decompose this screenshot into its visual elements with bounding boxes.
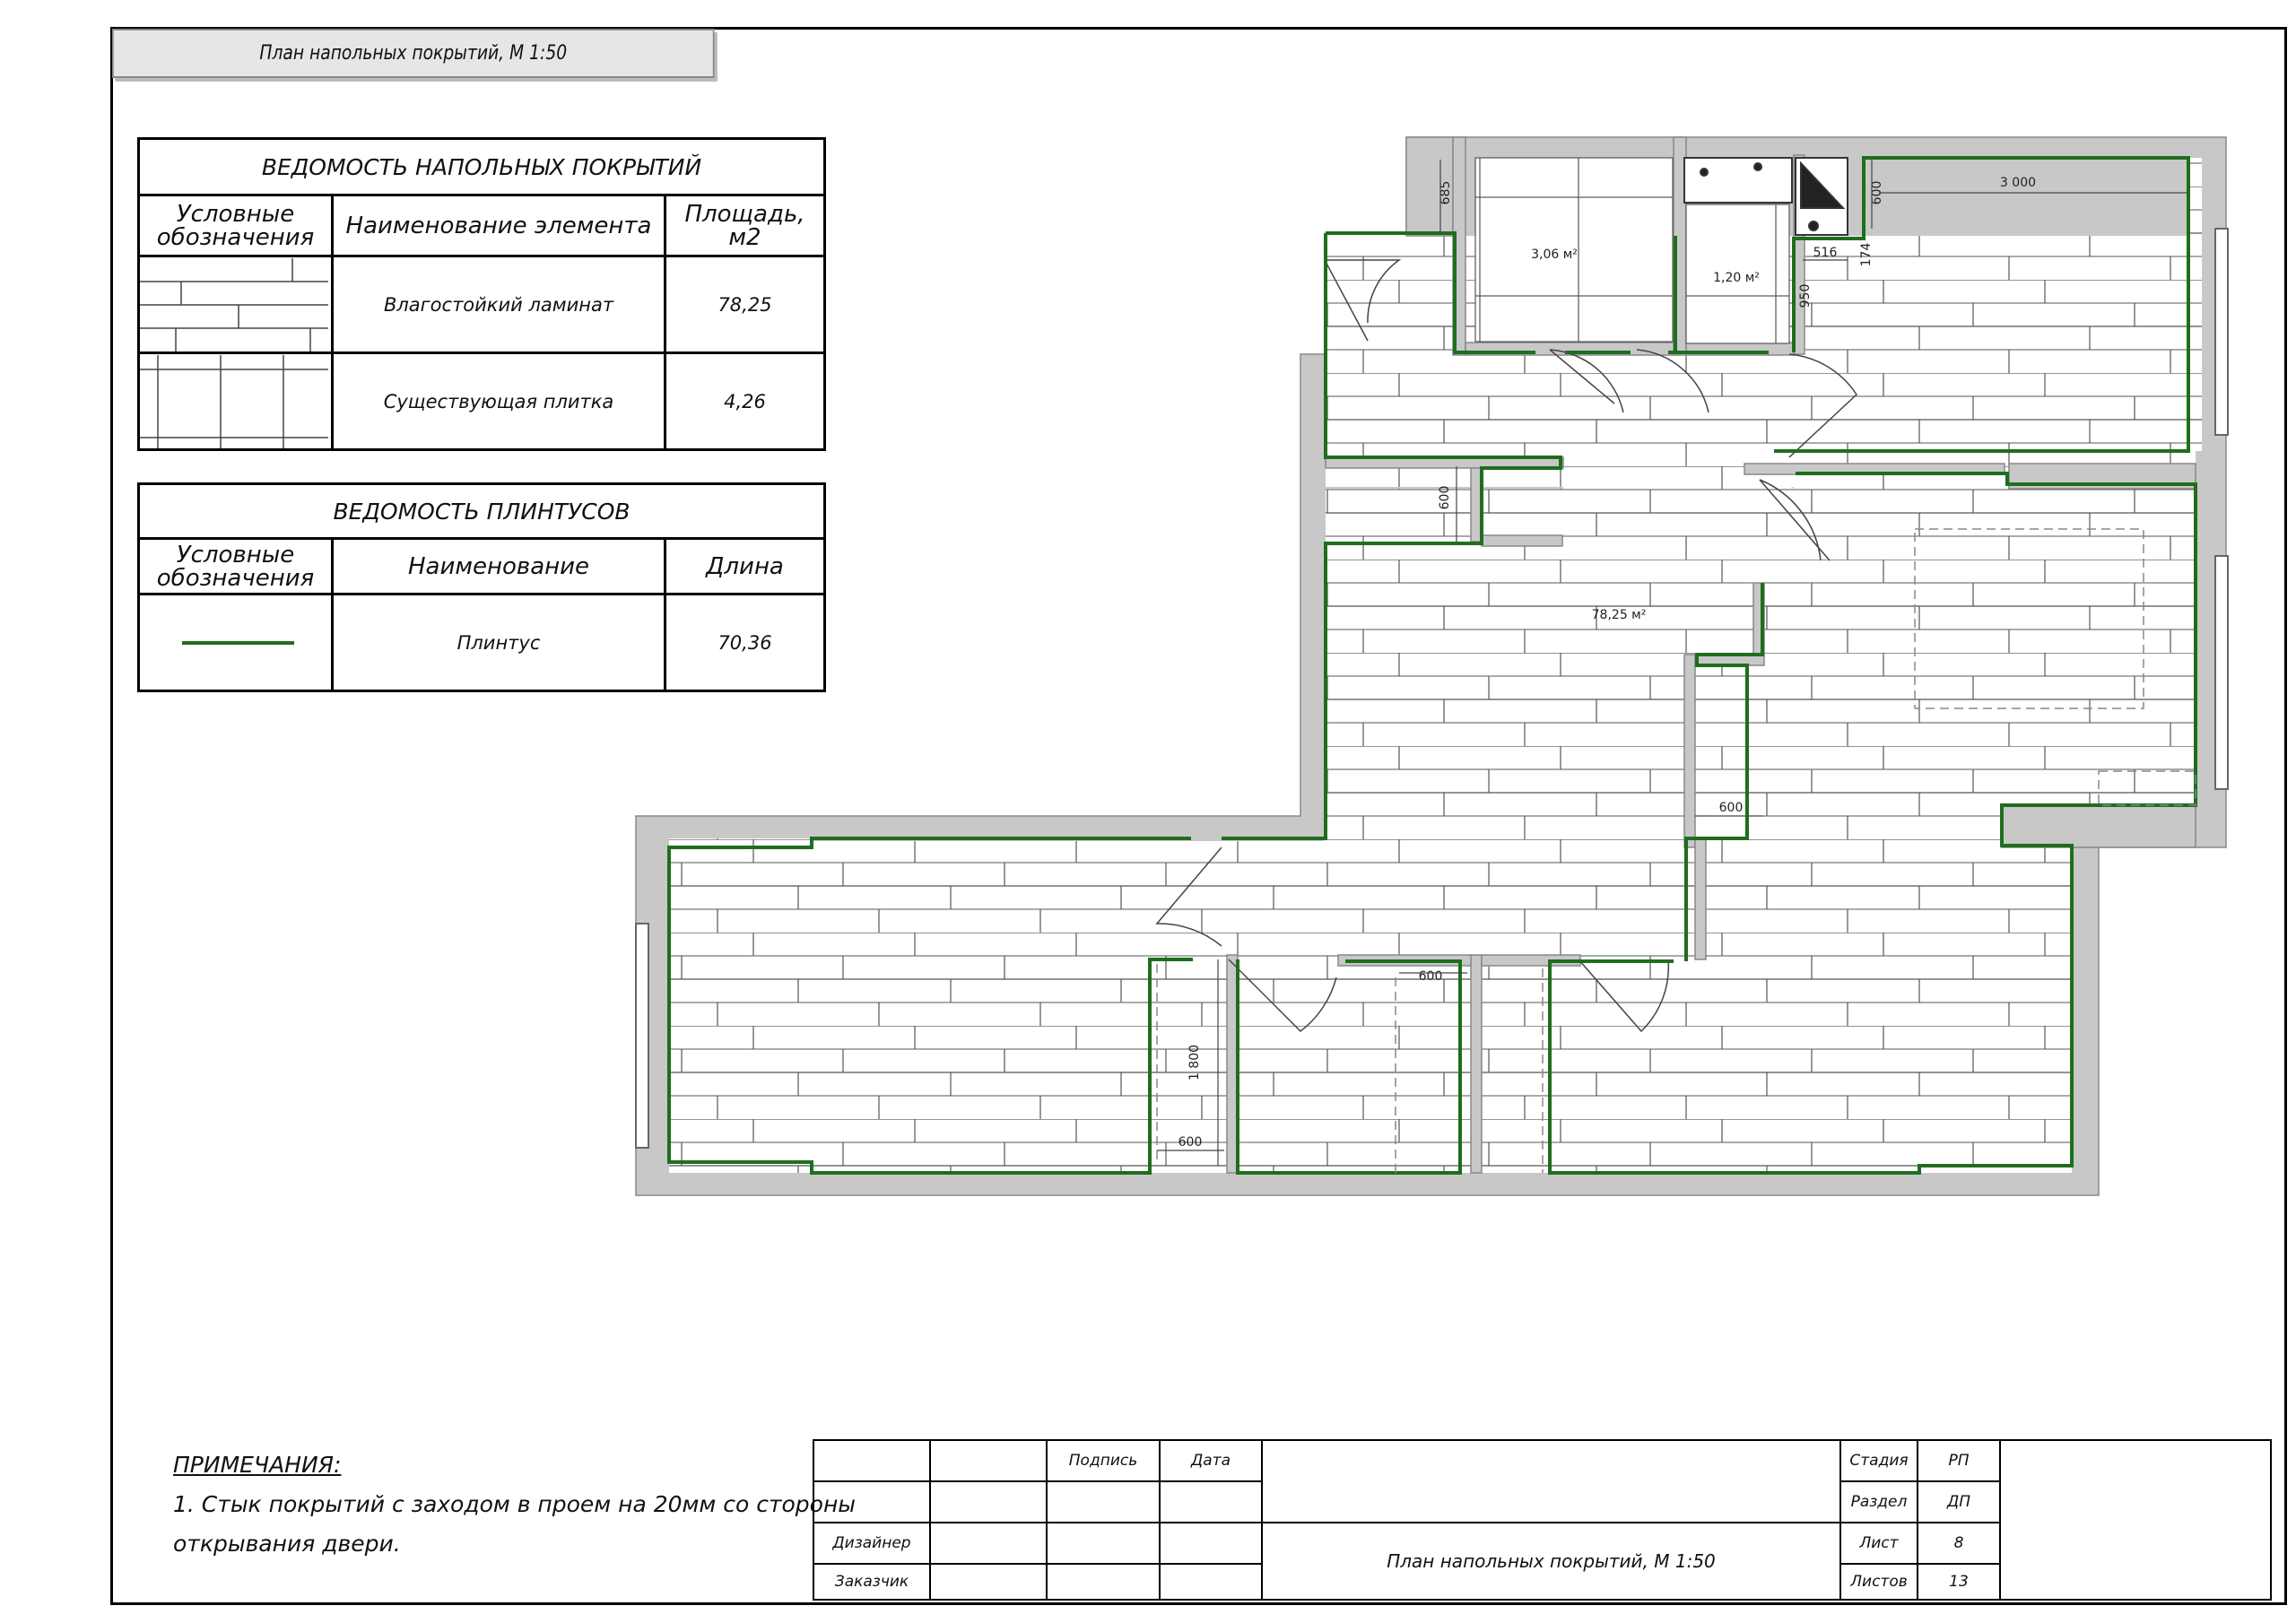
- dim-label: 516: [1813, 246, 1838, 260]
- floor-row-name: Существующая плитка: [333, 353, 665, 450]
- stamp-designer-label: Дизайнер: [813, 1523, 930, 1564]
- title-block: [813, 1439, 2287, 1605]
- dim-label: 600: [1178, 1135, 1203, 1150]
- notes-block: [173, 1445, 856, 1564]
- stamp-sheet-label: Лист: [1840, 1523, 1918, 1564]
- stamp-title: План напольных покрытий, М 1:50: [1262, 1523, 1840, 1600]
- floor-row-value: 78,25: [665, 256, 825, 353]
- floor-schedule-title: ВЕДОМОСТЬ НАПОЛЬНЫХ ПОКРЫТИЙ: [139, 139, 825, 195]
- dim-label: 600: [1418, 969, 1443, 984]
- floor-row-value: 4,26: [665, 353, 825, 450]
- stamp-sheets-value: 13: [1918, 1564, 2000, 1600]
- floor-col-symbol: Условные обозначения: [139, 195, 333, 256]
- stamp-sign-label: Подпись: [1047, 1440, 1160, 1481]
- dim-label: 950: [1798, 283, 1813, 308]
- dim-label: 600: [1870, 180, 1884, 205]
- baseboard-schedule-title: ВЕДОМОСТЬ ПЛИНТУСОВ: [139, 484, 825, 539]
- baseboard-row-value: 70,36: [665, 595, 825, 691]
- notes-line: открывания двери.: [173, 1531, 401, 1557]
- stamp-sheets-label: Листов: [1840, 1564, 1918, 1600]
- baseboard-row-name: Плинтус: [333, 595, 665, 691]
- sheet-title: План напольных покрытий, М 1:50: [259, 42, 568, 65]
- stamp-section-value: ДП: [1918, 1481, 2000, 1523]
- notes-line: 1. Стык покрытий с заходом в проем на 20мм со стороны: [173, 1491, 857, 1517]
- stamp-stage-label: Стадия: [1840, 1440, 1918, 1481]
- stamp-sheet-value: 8: [1918, 1523, 2000, 1564]
- dim-label: 600: [1438, 485, 1452, 510]
- wc-area-label: 1,20 м²: [1713, 271, 1760, 285]
- stamp-section-label: Раздел: [1840, 1481, 1918, 1523]
- floor-row-name: Влагостойкий ламинат: [333, 256, 665, 353]
- dim-label: 3 000: [1999, 176, 2037, 190]
- dim-label: 685: [1439, 180, 1453, 205]
- stamp-stage-value: РП: [1918, 1440, 2000, 1481]
- laminate-floor: [669, 158, 2202, 1173]
- title-block-table: [813, 1439, 2272, 1601]
- bath-area-label: 3,06 м²: [1531, 247, 1578, 262]
- main-area-label: 78,25 м²: [1591, 608, 1647, 622]
- baseboard-col-symbol: Условные обозначения: [139, 539, 333, 595]
- stamp-customer-label: Заказчик: [813, 1564, 930, 1600]
- floor-col-name: Наименование элемента: [333, 195, 665, 256]
- notes-heading: ПРИМЕЧАНИЯ:: [173, 1452, 342, 1478]
- dim-label: 174: [1859, 242, 1874, 267]
- baseboard-col-name: Наименование: [333, 539, 665, 595]
- dim-label: 1 800: [1187, 1044, 1202, 1081]
- stamp-date-label: Дата: [1160, 1440, 1262, 1481]
- floor-col-area: Площадь, м2: [665, 195, 825, 256]
- baseboard-col-length: Длина: [665, 539, 825, 595]
- dim-label: 600: [1718, 801, 1744, 815]
